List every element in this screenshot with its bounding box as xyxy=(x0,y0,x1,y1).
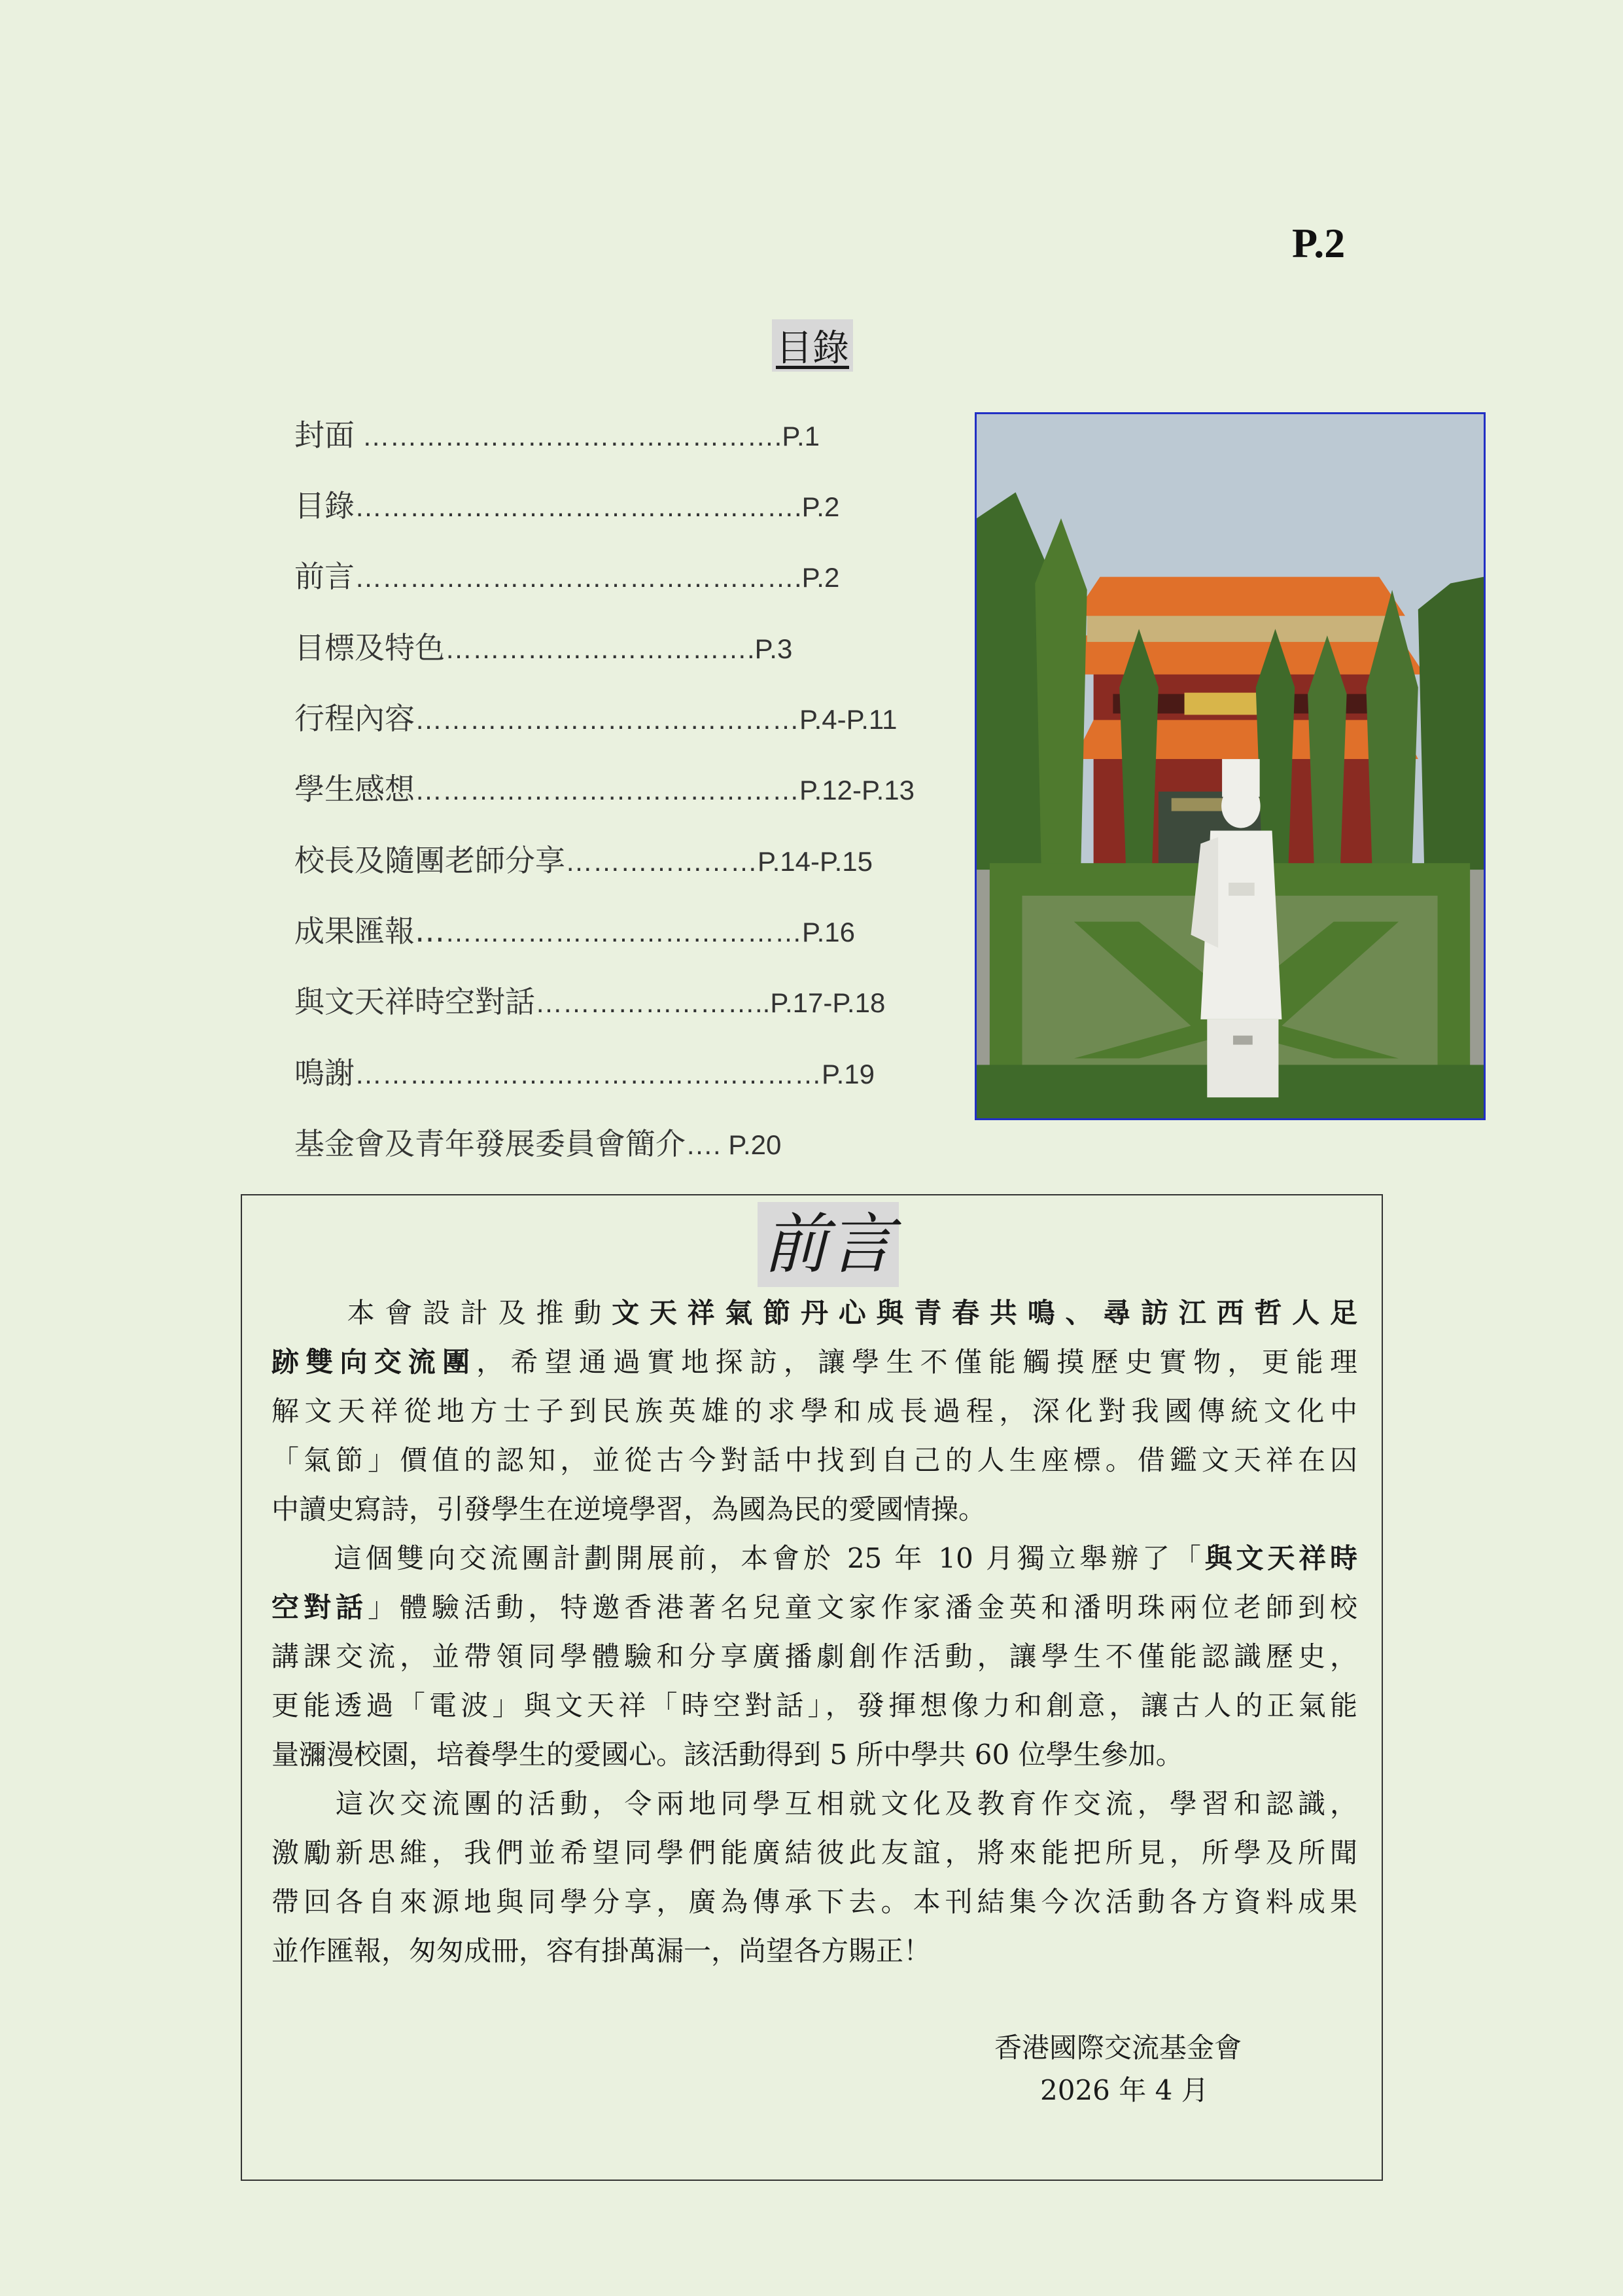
line-bold-text: 文天祥氣節丹心與青春共鳴、尋訪江西哲人足 xyxy=(612,1297,1357,1329)
preface-line xyxy=(271,1490,1357,1529)
preface-line xyxy=(271,1294,1357,1333)
toc-item[interactable] xyxy=(294,979,885,1026)
toc-item-page: P.2 xyxy=(801,562,840,593)
toc-item-leader: …………………….. xyxy=(535,987,771,1018)
toc-item-label: 行程內容 xyxy=(294,701,415,736)
toc-item-page: P.17-P.18 xyxy=(770,987,886,1018)
toc-item-label: 前言 xyxy=(294,559,355,594)
toc-item-page: P.2 xyxy=(801,491,840,522)
toc-item[interactable] xyxy=(294,838,873,885)
statue-photo xyxy=(975,412,1486,1120)
wen-tianxiang-statue-photo-icon xyxy=(977,414,1484,1118)
preface-line xyxy=(271,1784,1357,1824)
line-bold-text: 空對話 xyxy=(271,1591,368,1623)
toc-item[interactable] xyxy=(294,1121,781,1168)
toc-item-label: 學生感想 xyxy=(294,771,415,807)
toc-item[interactable] xyxy=(294,554,839,601)
line-text: 本會設計及推動 xyxy=(271,1297,612,1329)
toc-item-leader: ……………………………. xyxy=(445,633,755,664)
toc-item-label: 封面 xyxy=(294,417,355,453)
toc-item-label: 校長及隨團老師分享 xyxy=(294,843,565,878)
toc-item-leader: ………………………………………. xyxy=(355,421,782,451)
line-text: 量瀰漫校園，培養學生的愛國心。該活動得到 5 所中學共 60 位學生參加。 xyxy=(271,1739,1183,1771)
toc-item-page: P.19 xyxy=(822,1059,875,1089)
toc-item-page: P.12-P.13 xyxy=(799,775,915,805)
toc-item-label: 目標及特色 xyxy=(294,630,445,665)
preface-line xyxy=(271,1637,1357,1676)
line-text: 講課交流，並帶領同學體驗和分享廣播劇創作活動，讓學生不僅能認識歷史， xyxy=(271,1640,1357,1672)
preface-title: 前言 xyxy=(758,1202,899,1287)
preface-line xyxy=(271,1539,1357,1578)
toc-item-page: P.4-P.11 xyxy=(799,704,898,735)
preface-line xyxy=(271,1882,1357,1922)
signature-date: 2026 年 4 月 xyxy=(1040,2074,1209,2106)
line-bold-text: 跡雙向交流團 xyxy=(271,1346,477,1378)
toc-item-leader: …. xyxy=(686,1129,721,1160)
line-text: 激勵新思維，我們並希望同學們能廣結彼此友誼，將來能把所見，所學及所聞 xyxy=(271,1837,1357,1869)
preface-line xyxy=(271,1392,1357,1431)
toc-item-label: 與文天祥時空對話 xyxy=(294,984,535,1019)
preface-line xyxy=(271,1686,1357,1725)
line-text: 解文天祥從地方士子到民族英雄的求學和成長過程，深化對我國傳統文化中 xyxy=(271,1395,1357,1427)
preface-line xyxy=(271,1588,1357,1627)
preface-box xyxy=(241,1194,1383,2181)
toc-item[interactable] xyxy=(294,696,897,743)
preface-line xyxy=(271,1343,1357,1382)
preface-line xyxy=(271,1833,1357,1873)
line-text: 「氣節」價值的認知，並從古今對話中找到自己的人生座標。借鑑文天祥在囚 xyxy=(271,1444,1357,1476)
toc-item[interactable] xyxy=(294,766,915,813)
toc-item-page: P.1 xyxy=(782,421,820,451)
preface-line xyxy=(271,1735,1357,1775)
line-text: 這次交流團的活動，令兩地同學互相就文化及教育作交流，學習和認識， xyxy=(271,1788,1357,1820)
toc-item[interactable] xyxy=(294,908,855,955)
line-text: 中讀史寫詩，引發學生在逆境學習，為國為民的愛國情操。 xyxy=(271,1493,986,1525)
line-text-after: 」體驗活動，特邀香港著名兒童文家作家潘金英和潘明珠兩位老師到校 xyxy=(368,1591,1357,1623)
line-bold-text: 與文天祥時 xyxy=(1204,1542,1357,1574)
toc-item-leader: ………………… xyxy=(565,846,758,877)
toc-item-page: P.14-P.15 xyxy=(758,846,873,877)
toc-item[interactable] xyxy=(294,625,792,672)
toc-item-label: 基金會及青年發展委員會簡介 xyxy=(294,1126,686,1161)
toc-item-label: 目錄 xyxy=(294,488,355,523)
signature-organization: 香港國際交流基金會 xyxy=(994,2032,1242,2064)
toc-item-leader: …………………………………… xyxy=(415,704,799,735)
toc-item-leader: …………………………………… xyxy=(415,775,799,805)
line-text: 更能透過「電波」與文天祥「時空對話」，發揮想像力和創意，讓古人的正氣能 xyxy=(271,1689,1357,1722)
line-text: 帶回各自來源地與同學分享，廣為傳承下去。本刊結集今次活動各方資料成果 xyxy=(271,1886,1357,1918)
line-text: 並作匯報，匆匆成冊，容有掛萬漏一，尚望各方賜正！ xyxy=(271,1935,932,1967)
toc-item[interactable] xyxy=(294,1050,875,1097)
toc-item[interactable] xyxy=(294,412,820,459)
toc-item-label: 成果匯報… xyxy=(294,913,445,949)
toc-item-leader: …………………………………………… xyxy=(355,1059,822,1089)
toc-item-page: P.20 xyxy=(720,1129,782,1160)
preface-line xyxy=(271,1441,1357,1480)
line-text: 這個雙向交流團計劃開展前，本會於 25 年 10 月獨立舉辦了「 xyxy=(271,1542,1205,1574)
toc-item-leader: …………………………………………. xyxy=(355,491,802,522)
toc-item-page: P.3 xyxy=(754,633,793,664)
line-text-after: ，希望通過實地探訪，讓學生不僅能觸摸歷史實物，更能理 xyxy=(476,1346,1357,1378)
toc-item-page: P.16 xyxy=(802,917,855,947)
toc-item-leader: ………………………………… xyxy=(445,917,802,947)
preface-line xyxy=(271,1932,1357,1971)
toc-item[interactable] xyxy=(294,483,839,530)
page-number: P.2 xyxy=(1292,220,1346,266)
toc-item-label: 鳴謝 xyxy=(294,1055,355,1091)
toc-item-leader: …………………………………………. xyxy=(355,562,802,593)
toc-title: 目錄 xyxy=(772,319,853,372)
